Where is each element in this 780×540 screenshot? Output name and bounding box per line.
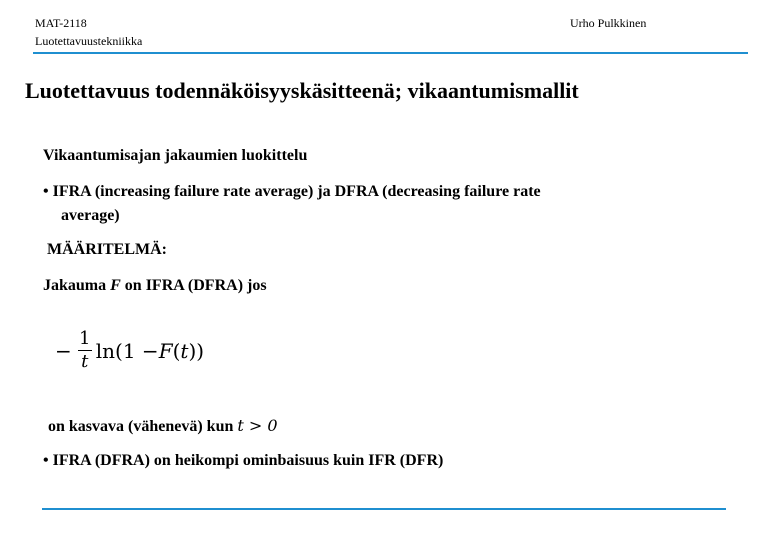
condition-statement xyxy=(48,414,278,439)
formula-expr-c: )) xyxy=(188,338,205,363)
bullet-line-2: average) xyxy=(61,207,120,224)
definition-statement xyxy=(43,274,267,298)
formula-minus: − xyxy=(55,338,72,363)
bullet-line-1: • IFRA (increasing failure rate average) ja DFRA (decreasing failure rate xyxy=(43,183,541,200)
condition-math: t > 0 xyxy=(237,416,278,435)
section-subtitle: Vikaantumisajan jakaumien luokittelu xyxy=(43,147,308,164)
definition-suffix: on IFRA (DFRA) jos xyxy=(120,277,267,294)
formula-expr-b: ( xyxy=(172,338,181,363)
footer-divider xyxy=(42,508,726,510)
author-name: Urho Pulkkinen xyxy=(570,16,647,30)
formula-expr-t: t xyxy=(180,338,189,363)
condition-text: on kasvava (vähenevä) kun xyxy=(48,418,238,435)
definition-prefix: Jakauma xyxy=(43,277,111,294)
header-divider xyxy=(33,52,748,54)
slide-title: Luotettavuus todennäköisyyskäsitteenä; vikaantumismallit xyxy=(25,78,579,103)
definition-heading: MÄÄRITELMÄ: xyxy=(47,241,167,258)
header-left xyxy=(35,14,142,50)
formula-expr-f: F xyxy=(158,338,173,363)
bullet-ifra-dfra xyxy=(43,180,541,228)
ifra-formula xyxy=(55,328,204,373)
course-code: MAT-2118 xyxy=(35,16,87,30)
course-name: Luotettavuustekniikka xyxy=(35,34,143,48)
definition-variable: F xyxy=(110,277,121,294)
formula-numerator: 1 xyxy=(79,328,91,349)
bullet-ifra-weaker: • IFRA (DFRA) on heikompi ominbaisuus kuin IFR (DFR) xyxy=(43,452,444,469)
formula-fraction xyxy=(78,328,92,373)
formula-denominator: t xyxy=(81,351,89,372)
formula-expr-a: ln(1 − xyxy=(95,338,159,363)
